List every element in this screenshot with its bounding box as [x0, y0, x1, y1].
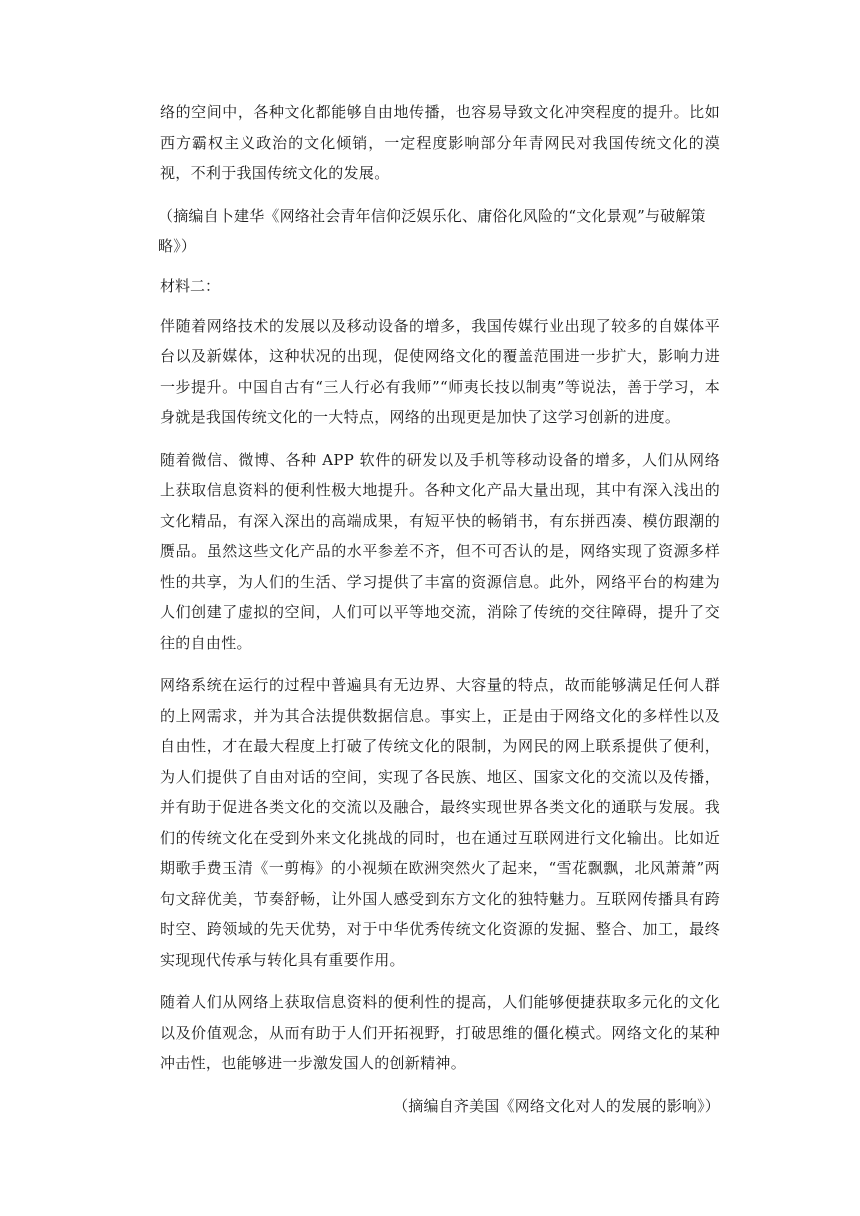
paragraph-material1-end: 络的空间中，各种文化都能够自由地传播，也容易导致文化冲突程度的提升。比如西方霸权主义政治的文化倾销，一定程度影响部分年青网民对我国传统文化的漠视，不利于我国传统文化的发展。 — [160, 103, 720, 182]
document-page — [160, 97, 720, 1121]
paragraph-2: 随着微信、微博、各种 APP 软件的研发以及手机等移动设备的增多，人们从网络上获取信息资料的便利性极大地提升。各种文化产品大量出现，其中有深入浅出的文化精品，有深入深出的高端成果，有短平快的畅销书，有东拼西凑、模仿跟潮的赝品。虽然这些文化产品的水平参差不齐，但不可否认的是，网络实现了资源多样性的共享，为人们的生活、学习提供了丰富的资源信息。此外，网络平台的构建为人们创建了虚拟的空间，人们可以平等地交流，消除了传统的交往障碍，提升了交往的自由性。 — [160, 450, 720, 652]
paragraph-4: 随着人们从网络上获取信息资料的便利性的提高，人们能够便捷获取多元化的文化以及价值观念，从而有助于人们开拓视野，打破思维的僵化模式。网络文化的某种冲击性，也能够进一步激发国人的创新精神。 — [160, 993, 720, 1072]
source-citation-1: （摘编自卜建华《网络社会青年信仰泛娱乐化、庸俗化风险的“文化景观”与破解策略》） — [158, 206, 706, 255]
material-2-label: 材料二： — [160, 276, 221, 295]
source-citation-2: （摘编自齐美国《网络文化对人的发展的影响》） — [393, 1096, 720, 1115]
paragraph-3: 网络系统在运行的过程中普遍具有无边界、大容量的特点，故而能够满足任何人群的上网需求，并为其合法提供数据信息。事实上，正是由于网络文化的多样性以及自由性，才在最大程度上打破了传统文化的限制，为网民的网上联系提供了便利，为人们提供了自由对话的空间，实现了各民族、地区、国家文化的交流以及传播，并有助于促进各类文化的交流以及融合，最终实现世界各类文化的通联与发展。我们的传统文化在受到外来文化挑战的同时，也在通过互联网进行文化输出。比如近期歌手费玉清《一剪梅》的小视频在欧洲突然火了起来，“雪花飘飘，北风萧萧”两句文辞优美，节奏舒畅，让外国人感受到东方文化的独特魅力。互联网传播具有跨时空、跨领域的先天优势，对于中华优秀传统文化资源的发掘、整合、加工，最终实现现代传承与转化具有重要作用。 — [160, 676, 720, 969]
paragraph-1: 伴随着网络技术的发展以及移动设备的增多，我国传媒行业出现了较多的自媒体平台以及新媒体，这种状况的出现，促使网络文化的覆盖范围进一步扩大，影响力进一步提升。中国自古有“三人行必有我师”“师夷长技以制夷”等说法，善于学习，本身就是我国传统文化的一大特点，网络的出现更是加快了这学习创新的进度。 — [160, 316, 720, 426]
